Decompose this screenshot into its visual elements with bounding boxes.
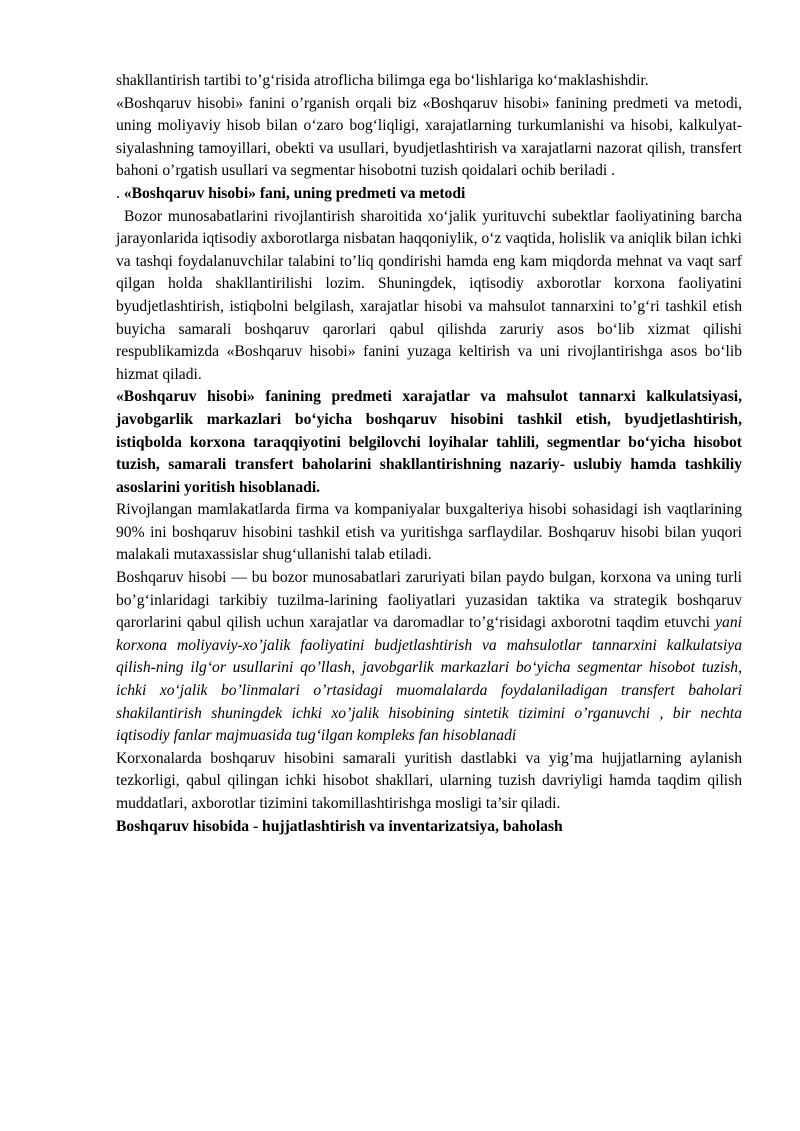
paragraph-developed-countries: Rivojlangan mamlakatlarda firma va kompaniyalar buxgalteriya hisobi sohasidagi ish vaqtlarining 90% ini boshqaruv hisobini tashkil etish va yuritishga sarflaydilar. Boshqaruv hisobi bilan yuqori malakali mutaxassislar shug‘ullanishi talab etiladi. — [116, 501, 742, 564]
section-heading-subject-method — [116, 183, 742, 206]
paragraph-intro-end: shakllantirish tartibi to’g‘risida atroflicha bilimga ega bo‘lishlariga ko‘maklashishdir. — [116, 72, 649, 89]
definition-italic-text: yani korxona moliyaviy-xo’jalik faoliyatini budjetlashtirish va mahsulotlar tannarxini kalkulatsiya qilish-ning ilg‘or usullarini qo’llash, javobgarlik markazlari bo‘yicha segmentar hisobot tuzish, ichki xo‘jalik bo’linmalari o’rtasidagi muomalalarda foydalaniladigan transfert baholari shakilantirish shuningdek ichki xo’jalik hisobining sintetik tizimini o’rganuvchi , bir nechta iqtisodiy fanlar majmuasida tug‘ilgan kompleks fan hisoblanadi — [116, 614, 742, 745]
paragraph-definition — [116, 567, 742, 748]
document-page — [116, 70, 742, 838]
heading-text: «Boshqaruv hisobi» fani, uning predmeti va metodi — [123, 184, 466, 202]
paragraph-effective-accounting: Korxonalarda boshqaruv hisobini samarali yuritish dastlabki va yig’ma hujjatlarning aylanish tezkorligi, qabul qilingan ichki hisobot shakllari, ularning tuzish davriyligi hamda taqdim qilish muddatlari, axborotlar tizimini takomillashtirishga mosligi ta’sir qiladi. — [116, 749, 742, 812]
definition-plain-text: Boshqaruv hisobi — bu bozor munosabatlari zaruriyati bilan paydo bulgan, korxona va uning turli bo’g‘inlaridagi tarkibiy tuzilma-larining faoliyatlari yuzasidan taktika va strategik boshqaruv qarorlarini qabul qilish uchun xarajatlar va daromadlar to’g‘risidagi axborotni taqdim etuvchi — [116, 569, 742, 632]
section-heading-documentation: Boshqaruv hisobida - hujjatlashtirish va inventarizatsiya, baholash — [116, 817, 563, 835]
paragraph-course-overview: «Boshqaruv hisobi» fanini o’rganish orqali biz «Boshqaruv hisobi» fanining predmeti va metodi, uning moliyaviy hisob bilan o‘zaro bog‘liqligi, xarajatlarning turkumlanishi va hisobi, kalkulyat-siyalashning tamoyillari, obekti va usullari, byudjetlashtirish va xarajatlarni nazorat qilish, transfert bahoni o’rgatish usullari va segmentar hisobotni tuzish qoidalari ochib beriladi . — [116, 94, 742, 180]
paragraph-subject-definition: «Boshqaruv hisobi» fanining predmeti xarajatlar va mahsulot tannarxi kalkulatsiyasi, javobgarlik markazlari bo‘yicha boshqaruv hisobini tashkil etish, byudjetlashtirish, istiqbolda korxona taraqqiyotini belgilovchi loyihalar tahlili, segmentlar bo‘yicha hisobot tuzish, samarali transfert baholarini shakllantirishning nazariy- uslubiy hamda tashkiliy asoslarini yoritish hisoblanadi. — [116, 388, 742, 496]
heading-prefix: . — [116, 184, 124, 202]
paragraph-market-relations: Bozor munosabatlarini rivojlantirish sharoitida xo‘jalik yurituvchi subektlar faoliyatining barcha jarayonlarida iqtisodiy axborotlarga nisbatan haqqoniylik, o‘z vaqtida, holislik va aniqlik bilan ichki va tashqi foydalanuvchilar talabini to’liq qondirishi hamda eng kam miqdorda mehnat va vaqt sarf qilgan holda shakllantirilishi lozim. Shuningdek, iqtisodiy axborotlar korxona faoliyatini byudjetlashtirish, istiqbolni belgilash, xarajatlar hisobi va mahsulot tannarxini to’g‘ri tashkil etish buyicha samarali boshqaruv qarorlari qabul qilishda zaruriy asos bo‘lib xizmat qilishi respublikamizda «Boshqaruv hisobi» fanini yuzaga keltirish va uni rivojlantirishga asos bo‘lib hizmat qiladi. — [116, 207, 742, 383]
